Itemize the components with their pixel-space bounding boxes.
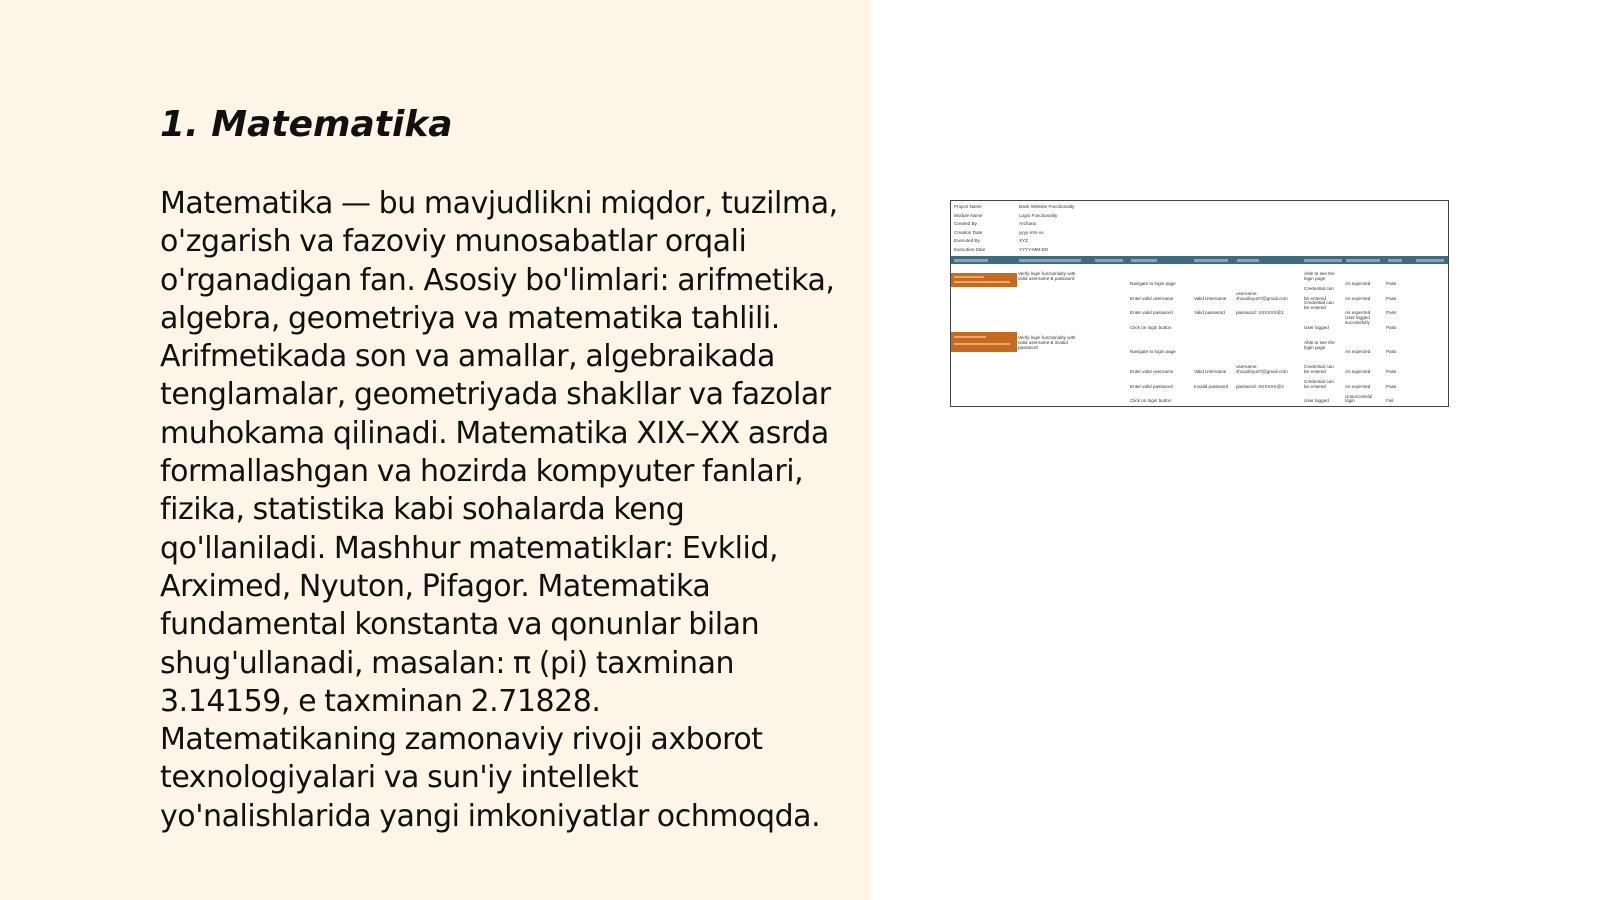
table-cell: password: XXXXXX@1 (1236, 310, 1284, 316)
header-cell (1237, 259, 1259, 262)
meta-value: YYYY-MM-DD (1019, 246, 1049, 252)
table-cell: Credential can (1304, 300, 1334, 306)
table-cell: As expected (1345, 349, 1371, 355)
meta-value: Archana (1019, 221, 1037, 227)
table-meta (954, 203, 1074, 255)
meta-key: Creation Date (954, 229, 983, 235)
table-cell: password (1018, 344, 1038, 350)
table-cell: username: (1236, 290, 1258, 296)
table-cell: login page (1304, 344, 1326, 350)
table-cell: Valid Username (1194, 369, 1227, 374)
table-cell: Click on login button (1130, 324, 1172, 330)
table-header-row (951, 256, 1448, 264)
meta-value: Bank Website Functionality (1019, 204, 1075, 209)
table-cell: Pass (1386, 295, 1397, 301)
table-cell: Enter valid username (1130, 295, 1174, 301)
slide-title: 1. Matematika (160, 104, 453, 145)
test-case-table-image (950, 200, 1449, 407)
table-cell: Valid password (1194, 310, 1225, 316)
table-cell: valid username & invalid (1018, 339, 1068, 345)
table-cell: Invalid password (1194, 383, 1229, 389)
meta-value: yyyy-mm-xx (1019, 229, 1044, 235)
table-cell: As expected (1345, 310, 1371, 316)
table-cell: Credential can (1304, 364, 1334, 370)
table-cell: zhoudinyu07@gmail.com (1236, 295, 1288, 301)
table-cell: be entered (1304, 369, 1326, 374)
testcase-highlight-1 (951, 273, 1017, 287)
table-cell: Pass (1386, 383, 1397, 389)
meta-row (954, 237, 1074, 246)
table-cell: Click on login button (1130, 398, 1172, 404)
meta-key: Executed By (954, 238, 980, 244)
header-cell (1095, 259, 1123, 262)
highlight-text-line (954, 343, 1010, 345)
table-cell: Unsuccessful (1345, 393, 1373, 399)
table-cell: username: (1236, 364, 1258, 370)
header-cell (1388, 259, 1402, 262)
table-cell: Enter valid password (1130, 310, 1173, 316)
table-cell: zhoudinyu07@gmail.com (1236, 369, 1288, 374)
table-cell: login (1345, 398, 1355, 404)
table-cell: be entered (1304, 383, 1326, 389)
meta-row (954, 203, 1074, 212)
table-cell: Pass (1386, 280, 1397, 286)
table-cell: Pass (1386, 324, 1397, 330)
header-cell (1019, 259, 1081, 262)
highlight-text-line (954, 336, 986, 338)
table-cell: Credential can (1304, 285, 1334, 291)
meta-key: Created By (954, 221, 977, 227)
slide-body-text: Matematika — bu mavjudlikni miqdor, tuzilma, o'zgarish va fazoviy munosabatlar orqali o'rganadigan fan. Asosiy bo'limlari: arifmetika, algebra, geometriya va matematika tahlili. Arifmetikada son va amallar, algebraikada tenglamalar, geometriyada shakllar va fazolar muhokama qilinadi. Matematika XIX–XX asrda formallashgan va hozirda kompyuter fanlari, fizika, statistika kabi sohalarda keng qo'llaniladi. Mashhur matematiklar: Evklid, Arximed, Nyuton, Pifagor. Matematika fundamental konstanta va qonunlar bilan shug'ullanadi, masalan: π (pi) taxminan 3.14159, e taxminan 2.71828. Matematikaning zamonaviy rivoji axborot texnologiyalari va sun'iy intellekt yo'nalishlarida yangi imkoniyatlar ochmoqda. (160, 186, 838, 834)
header-cell (1131, 259, 1157, 262)
table-cell: User logged (1304, 324, 1329, 330)
table-cell: Verify login functionality with (1018, 271, 1076, 276)
table-cell: be entered (1304, 295, 1326, 301)
meta-row (954, 246, 1074, 255)
table-cell: Valid Username (1194, 295, 1227, 301)
meta-row (954, 229, 1074, 238)
table-cell: Pass (1386, 310, 1397, 316)
table-cell: Enter valid username (1130, 369, 1174, 374)
table-cell: Pass (1386, 369, 1397, 374)
table-cell: User logged (1345, 315, 1370, 321)
meta-value: XYZ (1019, 238, 1028, 244)
meta-key: Module Name (954, 212, 983, 218)
header-cell (1346, 259, 1380, 262)
header-cell (1304, 259, 1342, 262)
table-cell: As expected (1345, 383, 1371, 389)
highlight-text-line (954, 281, 1010, 283)
table-cell: User logged (1304, 398, 1329, 404)
meta-row (954, 220, 1074, 229)
table-cell: successfully (1345, 320, 1370, 325)
highlight-text-line (954, 276, 984, 278)
table-cell: Able to see the (1304, 271, 1335, 276)
header-cell (954, 259, 988, 262)
meta-row (954, 212, 1074, 221)
testcase-highlight-2 (951, 332, 1017, 352)
table-cell: Fail (1386, 398, 1394, 404)
table-cell: Credential can (1304, 378, 1334, 384)
table-cell: Navigate to login page (1130, 349, 1176, 355)
table-cell: Enter valid password (1130, 383, 1173, 389)
table-cell: Verify login functionality with (1018, 334, 1076, 340)
table-cell: Able to see the (1304, 339, 1335, 345)
table-cell: As expected (1345, 369, 1371, 374)
table-cell: Navigate to login page (1130, 280, 1176, 286)
meta-key: Execution Date (954, 246, 986, 252)
header-cell (1194, 259, 1228, 262)
meta-key: Project Name (954, 204, 982, 209)
table-cell: As expected (1345, 295, 1371, 301)
header-cell (1416, 259, 1444, 262)
table-cell: login page (1304, 275, 1326, 281)
table-cell: password: XXXXXX@2 (1236, 383, 1284, 389)
table-cell: As expected (1345, 280, 1371, 286)
table-cell: be entered (1304, 305, 1326, 311)
meta-value: Login Functionality (1019, 212, 1058, 218)
table-cell: valid username & password (1018, 275, 1075, 281)
table-cell: Pass (1386, 349, 1397, 355)
